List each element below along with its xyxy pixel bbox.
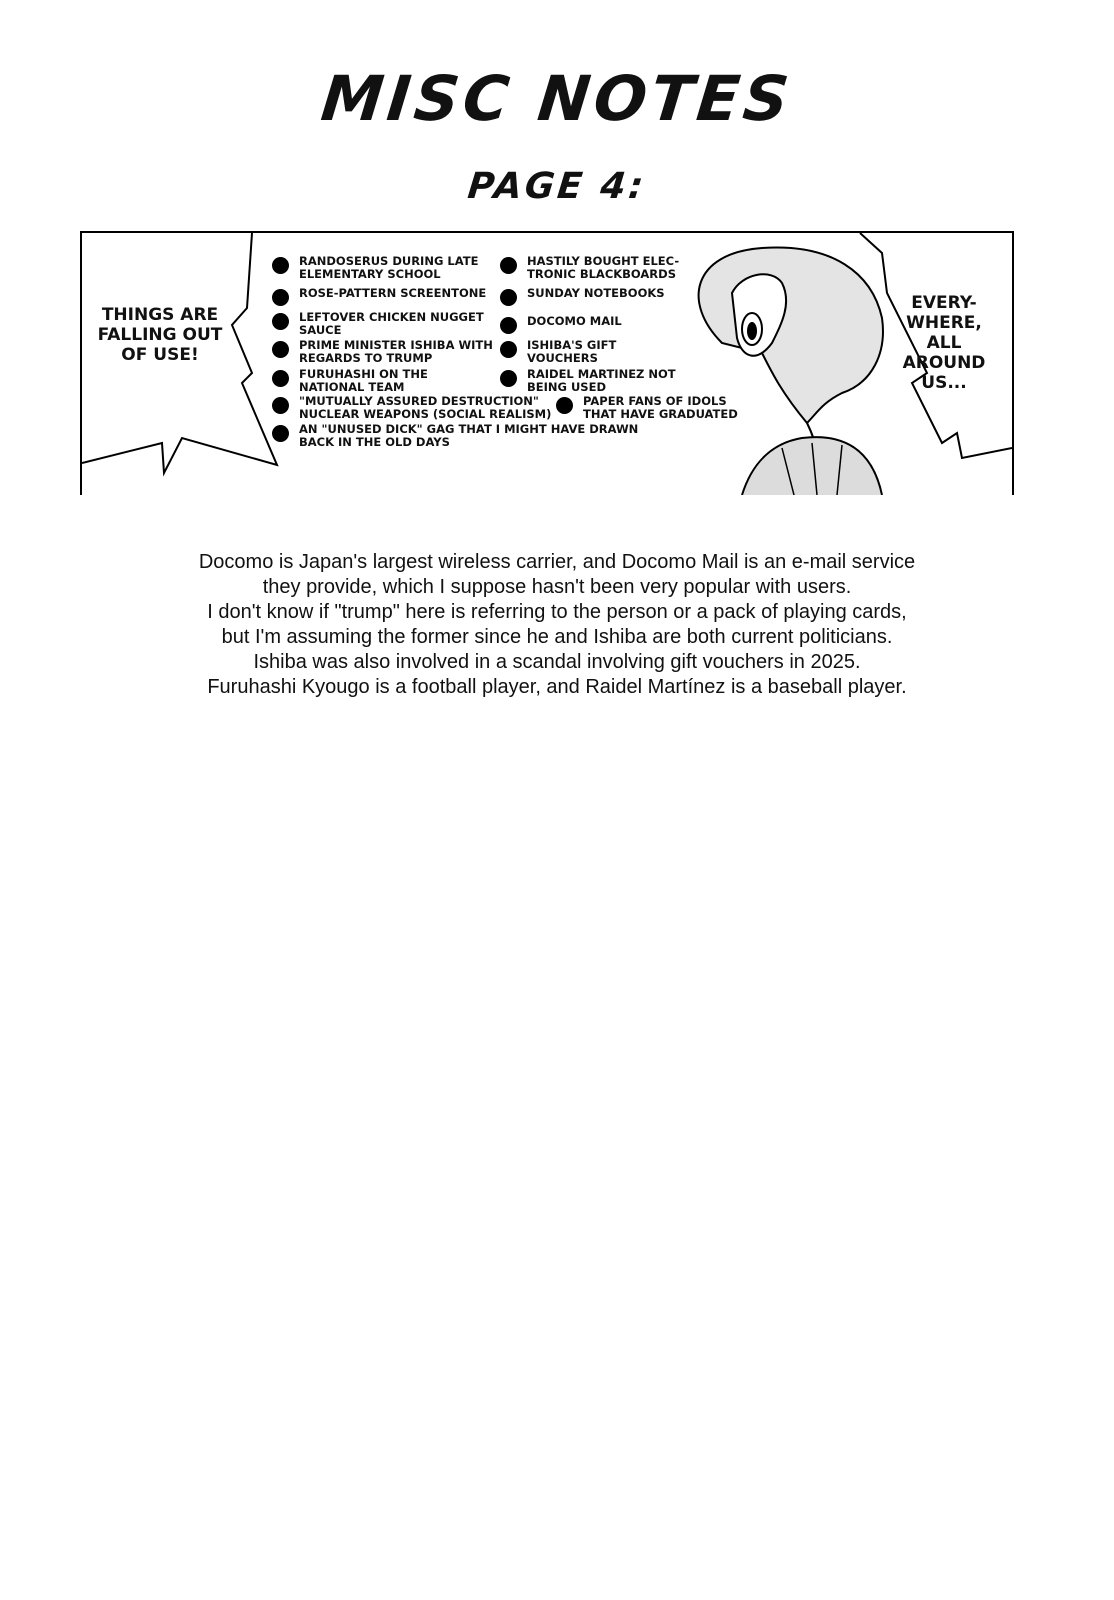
bullet-icon [272, 313, 289, 330]
list-item: SUNDAY NOTEBOOKS [500, 287, 665, 306]
list-item: ROSE-PATTERN SCREENTONE [272, 287, 486, 306]
note-line: they provide, which I suppose hasn't been very popular with users. [262, 576, 852, 598]
list-item: AN "UNUSED DICK" GAG THAT I MIGHT HAVE DRAWN BACK IN THE OLD DAYS [272, 423, 652, 449]
note-line: Furuhashi Kyougo is a football player, and Raidel Martínez is a baseball player. [207, 676, 907, 698]
list-item: PRIME MINISTER ISHIBA WITH REGARDS TO TRUMP [272, 339, 502, 365]
list-item: "MUTUALLY ASSURED DESTRUCTION" NUCLEAR WEAPONS (SOCIAL REALISM) [272, 395, 562, 421]
page-title: MISC NOTES [317, 62, 797, 135]
bullet-icon [500, 370, 517, 387]
list-item: RAIDEL MARTINEZ NOT BEING USED [500, 368, 690, 394]
bullet-icon [556, 397, 573, 414]
note-line: Ishiba was also involved in a scandal involving gift vouchers in 2025. [253, 651, 861, 673]
list-item: HASTILY BOUGHT ELEC-TRONIC BLACKBOARDS [500, 255, 690, 281]
list-item: LEFTOVER CHICKEN NUGGET SAUCE [272, 311, 492, 337]
left-speech-bubble: THINGS ARE FALLING OUT OF USE! [97, 305, 223, 365]
list-item: DOCOMO MAIL [500, 315, 622, 334]
list-item: FURUHASHI ON THE NATIONAL TEAM [272, 368, 497, 394]
bullet-icon [272, 341, 289, 358]
bullet-icon [500, 317, 517, 334]
bullet-icon [272, 370, 289, 387]
bullet-icon [272, 425, 289, 442]
bullet-icon [272, 289, 289, 306]
list-item: ISHIBA'S GIFT VOUCHERS [500, 339, 650, 365]
note-line: Docomo is Japan's largest wireless carrier, and Docomo Mail is an e-mail service [198, 551, 916, 573]
bullet-icon [500, 341, 517, 358]
bullet-icon [272, 257, 289, 274]
note-line: but I'm assuming the former since he and Ishiba are both current politicians. [221, 626, 893, 648]
manga-panel [80, 231, 1014, 495]
page-subtitle: PAGE 4: [465, 166, 649, 207]
character-drawing [699, 247, 883, 495]
bullet-icon [500, 257, 517, 274]
list-item: PAPER FANS OF IDOLS THAT HAVE GRADUATED [556, 395, 746, 421]
translator-notes [0, 550, 1114, 700]
bullet-icon [500, 289, 517, 306]
right-speech-bubble: EVERY-WHERE, ALL AROUND US... [902, 293, 986, 393]
note-line: I don't know if "trump" here is referring to the person or a pack of playing cards, [207, 601, 907, 623]
bullet-icon [272, 397, 289, 414]
list-item: RANDOSERUS DURING LATE ELEMENTARY SCHOOL [272, 255, 482, 281]
